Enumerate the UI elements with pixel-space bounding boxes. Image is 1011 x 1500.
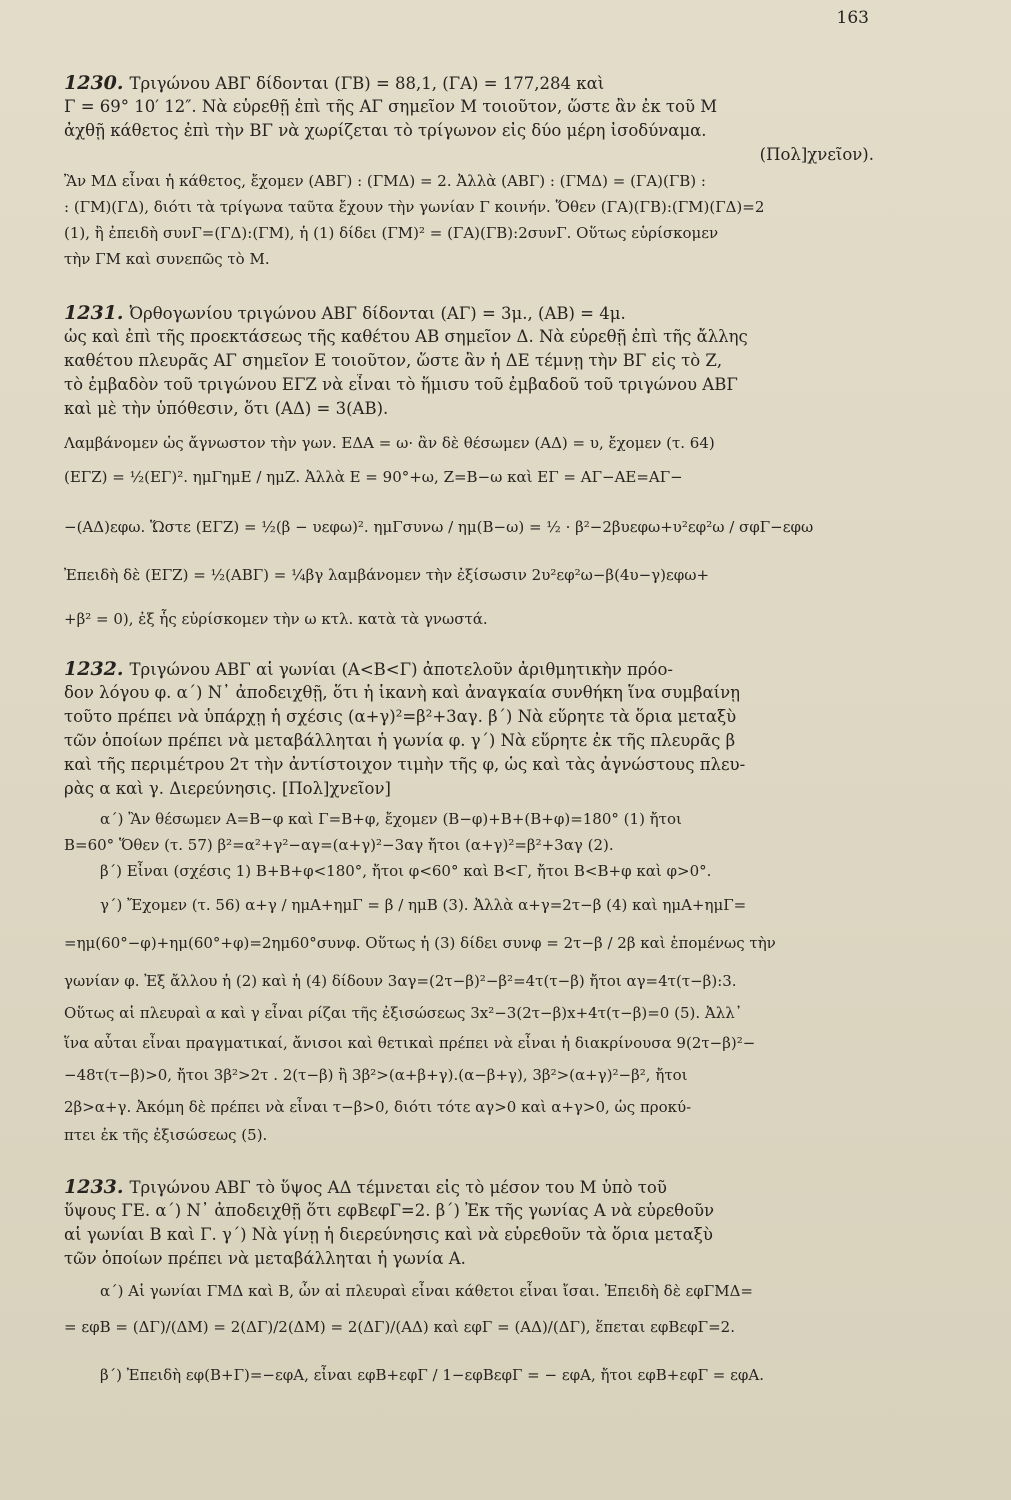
line-text: γωνίαν φ. Ἐξ ἄλλου ἡ (2) καὶ ἡ (4) δίδουν 3αγ=(2τ−β)²−β²=4τ(τ−β) ἤτοι αγ=4τ(τ−β):3. (64, 972, 737, 990)
text-line (64, 374, 874, 396)
text-line (64, 970, 874, 992)
text-line (64, 706, 874, 728)
line-text: γ΄) Ἔχομεν (τ. 56) α+γ / ημΑ+ημΓ = β / ημΒ (3). Ἀλλὰ α+γ=2τ−β (4) καὶ ημΑ+ημΓ= (100, 896, 747, 914)
line-text: Λαμβάνομεν ὡς ἄγνωστον τὴν γων. ΕΔΑ = ω· ἂν δὲ θέσωμεν (ΑΔ) = υ, ἔχομεν (τ. 64) (64, 434, 715, 452)
text-line (64, 1224, 874, 1246)
text-line (64, 860, 910, 882)
line-text: τῶν ὁποίων πρέπει νὰ μεταβάλληται ἡ γωνία Α. (64, 1249, 466, 1268)
line-text: = εφΒ = (ΔΓ)/(ΔΜ) = 2(ΔΓ)/2(ΔΜ) = 2(ΔΓ)/(ΑΔ) καὶ εφΓ = (ΑΔ)/(ΔΓ), ἕπεται εφΒεφΓ=2. (64, 1318, 735, 1336)
line-text: ἀχθῇ κάθετος ἐπὶ τὴν ΒΓ νὰ χωρίζεται τὸ τρίγωνον εἰς δύο μέρη ἰσοδύναμα. (64, 121, 707, 140)
problem-number: 1230. (64, 72, 124, 94)
text-line (64, 350, 874, 372)
line-text: Τριγώνου ΑΒΓ τὸ ὕψος ΑΔ τέμνεται εἰς τὸ μέσον του Μ ὑπὸ τοῦ (129, 1178, 667, 1197)
line-text: πτει ἐκ τῆς ἐξισώσεως (5). (64, 1126, 268, 1144)
line-text: (ΕΓΖ) = ½(ΕΓ)². ημΓημΕ / ημΖ. Ἀλλὰ Ε = 90°+ω, Ζ=Β−ω καὶ ΕΓ = ΑΓ−ΑΕ=ΑΓ− (64, 468, 683, 486)
text-line (64, 564, 874, 586)
text-line (64, 1032, 874, 1054)
text-line (64, 754, 874, 776)
text-line (64, 170, 874, 192)
line-text: τῶν ὁποίων πρέπει νὰ μεταβάλληται ἡ γωνία φ. γ΄) Νὰ εὕρητε ἐκ τῆς πλευρᾶς β (64, 731, 736, 750)
line-text: 2β>α+γ. Ἀκόμη δὲ πρέπει νὰ εἶναι τ−β>0, διότι τότε αγ>0 καὶ α+γ>0, ὡς προκύ- (64, 1098, 692, 1116)
text-line (64, 248, 874, 270)
line-text: (1), ἢ ἐπειδὴ συνΓ=(ΓΔ):(ΓΜ), ἡ (1) δίδει (ΓΜ)² = (ΓΑ)(ΓΒ):2συνΓ. Οὕτως εὑρίσκομεν (64, 224, 719, 242)
text-line (64, 196, 874, 218)
line-text: ὕψους ΓΕ. α΄) Ν᾿ ἀποδειχθῇ ὅτι εφΒεφΓ=2. β΄) Ἐκ τῆς γωνίας Α νὰ εὑρεθοῦν (64, 1201, 715, 1220)
text-line (64, 1064, 874, 1086)
text-line (64, 466, 874, 488)
line-text: καθέτου πλευρᾶς ΑΓ σημεῖον Ε τοιοῦτον, ὥστε ἂν ἡ ΔΕ τέμνῃ τὴν ΒΓ εἰς τὸ Ζ, (64, 351, 723, 370)
line-text: : (ΓΜ)(ΓΔ), διότι τὰ τρίγωνα ταῦτα ἔχουν τὴν γωνίαν Γ κοινήν. Ὅθεν (ΓΑ)(ΓΒ):(ΓΜ)(ΓΔ)=2 (64, 198, 765, 216)
text-line (64, 1200, 874, 1222)
line-text: καὶ τῆς περιμέτρου 2τ τὴν ἀντίστοιχον τιμὴν τῆς φ, ὡς καὶ τὰς ἀγνώστους πλευ- (64, 755, 746, 774)
line-text: καὶ μὲ τὴν ὑπόθεσιν, ὅτι (ΑΔ) = 3(ΑΒ). (64, 399, 389, 418)
text-line (64, 1124, 874, 1146)
line-text: τὸ ἐμβαδὸν τοῦ τριγώνου ΕΓΖ νὰ εἶναι τὸ ἥμισυ τοῦ ἐμβαδοῦ τοῦ τριγώνου ΑΒΓ (64, 375, 738, 394)
text-line (64, 516, 874, 538)
text-line (64, 808, 910, 830)
line-text: ἵνα αὗται εἶναι πραγματικαί, ἄνισοι καὶ θετικαὶ πρέπει νὰ εἶναι ἡ διακρίνουσα 9(2τ−β)²− (64, 1034, 756, 1052)
line-text: α΄) Αἱ γωνίαι ΓΜΔ καὶ Β, ὧν αἱ πλευραὶ εἶναι κάθετοι εἶναι ἴσαι. Ἐπειδὴ δὲ εφΓΜΔ= (100, 1282, 753, 1300)
text-line (64, 144, 874, 166)
text-line (64, 682, 874, 704)
problem-heading-line (64, 302, 874, 324)
text-line (64, 608, 874, 630)
line-text: Γ = 69° 10′ 12″. Νὰ εὑρεθῇ ἐπὶ τῆς ΑΓ σημεῖον Μ τοιοῦτον, ὥστε ἂν ἐκ τοῦ Μ (64, 97, 718, 116)
line-text: Β=60° Ὅθεν (τ. 57) β²=α²+γ²−αγ=(α+γ)²−3αγ ἤτοι (α+γ)²=β²+3αγ (2). (64, 836, 614, 854)
problem-heading-line (64, 658, 874, 680)
text-line (64, 1248, 874, 1270)
line-text: Οὕτως αἱ πλευραὶ α καὶ γ εἶναι ρίζαι τῆς ἐξισώσεως 3x²−3(2τ−β)x+4τ(τ−β)=0 (5). Ἀλλ᾿ (64, 1004, 743, 1022)
text-line (64, 120, 874, 142)
text-line (64, 1002, 874, 1024)
line-text: Τριγώνου ΑΒΓ αἱ γωνίαι (Α<Β<Γ) ἀποτελοῦν ἀριθμητικὴν πρόο- (129, 660, 673, 679)
problem-heading-line (64, 72, 874, 94)
text-line (64, 1364, 910, 1386)
text-line (64, 834, 874, 856)
line-text: =ημ(60°−φ)+ημ(60°+φ)=2ημ60°συνφ. Οὕτως ἡ (3) δίδει συνφ = 2τ−β / 2β καὶ ἑπομένως τὴν (64, 934, 776, 952)
line-text: Ἂν ΜΔ εἶναι ἡ κάθετος, ἔχομεν (ΑΒΓ) : (ΓΜΔ) = 2. Ἀλλὰ (ΑΒΓ) : (ΓΜΔ) = (ΓΑ)(ΓΒ) : (64, 172, 706, 190)
line-text: τοῦτο πρέπει νὰ ὑπάρχῃ ἡ σχέσις (α+γ)²=β²+3αγ. β΄) Νὰ εὕρητε τὰ ὅρια μεταξὺ (64, 707, 737, 726)
line-text: Τριγώνου ΑΒΓ δίδονται (ΓΒ) = 88,1, (ΓΑ) = 177,284 καὶ (129, 74, 605, 93)
line-text: −48τ(τ−β)>0, ἤτοι 3β²>2τ . 2(τ−β) ἢ 3β²>(α+β+γ).(α−β+γ), 3β²>(α+γ)²−β², ἤτοι (64, 1066, 688, 1084)
problem-number: 1231. (64, 302, 124, 324)
text-line (64, 1316, 874, 1338)
text-line (64, 96, 874, 118)
text-line (64, 730, 874, 752)
line-text: β΄) Εἶναι (σχέσις 1) Β+Β+φ<180°, ἤτοι φ<60° καὶ Β<Γ, ἤτοι Β<Β+φ καὶ φ>0°. (100, 862, 712, 880)
text-line (64, 398, 874, 420)
text-line (64, 1280, 910, 1302)
line-text: −(ΑΔ)εφω. Ὥστε (ΕΓΖ) = ½(β − υεφω)². ημΓσυνω / ημ(Β−ω) = ½ · β²−2βυεφω+υ²εφ²ω / σφΓ−εφω (64, 518, 814, 536)
text-line (64, 932, 874, 954)
line-text: (Πολ]χνεῖον). (759, 145, 874, 164)
page-number: 163 (836, 8, 869, 28)
line-text: +β² = 0), ἐξ ἧς εὑρίσκομεν τὴν ω κτλ. κατὰ τὰ γνωστά. (64, 610, 488, 628)
line-text: ρὰς α καὶ γ. Διερεύνησις. [Πολ]χνεῖον] (64, 779, 391, 798)
problem-heading-line (64, 1176, 874, 1198)
line-text: ὡς καὶ ἐπὶ τῆς προεκτάσεως τῆς καθέτου ΑΒ σημεῖον Δ. Νὰ εὑρεθῇ ἐπὶ τῆς ἄλλης (64, 327, 748, 346)
text-line (64, 894, 910, 916)
text-line (64, 432, 874, 454)
line-text: β΄) Ἐπειδὴ εφ(Β+Γ)=−εφΑ, εἶναι εφΒ+εφΓ / 1−εφΒεφΓ = − εφΑ, ἤτοι εφΒ+εφΓ = εφΑ. (100, 1366, 764, 1384)
text-line (64, 222, 874, 244)
line-text: δον λόγου φ. α΄) Ν᾿ ἀποδειχθῇ, ὅτι ἡ ἱκανὴ καὶ ἀναγκαία συνθήκη ἵνα συμβαίνῃ (64, 683, 741, 702)
line-text: τὴν ΓΜ καὶ συνεπῶς τὸ Μ. (64, 250, 270, 268)
text-line (64, 778, 874, 800)
line-text: Ὀρθογωνίου τριγώνου ΑΒΓ δίδονται (ΑΓ) = 3μ., (ΑΒ) = 4μ. (129, 304, 626, 323)
problem-number: 1233. (64, 1176, 124, 1198)
text-line (64, 326, 874, 348)
text-line (64, 1096, 874, 1118)
line-text: Ἐπειδὴ δὲ (ΕΓΖ) = ½(ΑΒΓ) = ¼βγ λαμβάνομεν τὴν ἐξίσωσιν 2υ²εφ²ω−β(4υ−γ)εφω+ (64, 566, 710, 584)
line-text: α΄) Ἂν θέσωμεν Α=Β−φ καὶ Γ=Β+φ, ἔχομεν (Β−φ)+Β+(Β+φ)=180° (1) ἤτοι (100, 810, 682, 828)
problem-number: 1232. (64, 658, 124, 680)
line-text: αἱ γωνίαι Β καὶ Γ. γ΄) Νὰ γίνῃ ἡ διερεύνησις καὶ νὰ εὑρεθοῦν τὰ ὅρια μεταξὺ (64, 1225, 713, 1244)
